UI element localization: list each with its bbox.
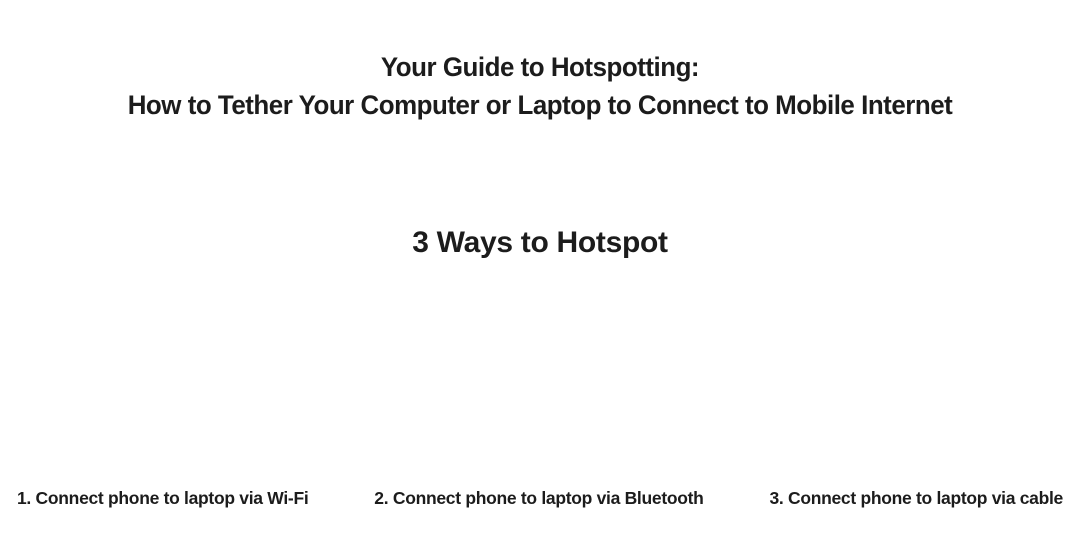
step-caption-cable: 3. Connect phone to laptop via cable: [769, 488, 1063, 508]
step-caption-wifi: 1. Connect phone to laptop via Wi-Fi: [17, 488, 309, 508]
page-title: [22, 48, 1059, 124]
steps-row: [17, 488, 1063, 509]
page-title-line-2: How to Tether Your Computer or Laptop to Connect to Mobile Internet: [127, 90, 953, 120]
page-title-line-1: Your Guide to Hotspotting:: [380, 52, 700, 82]
section-heading: 3 Ways to Hotspot: [412, 226, 668, 259]
step-caption-bluetooth: 2. Connect phone to laptop via Bluetooth: [374, 488, 704, 508]
